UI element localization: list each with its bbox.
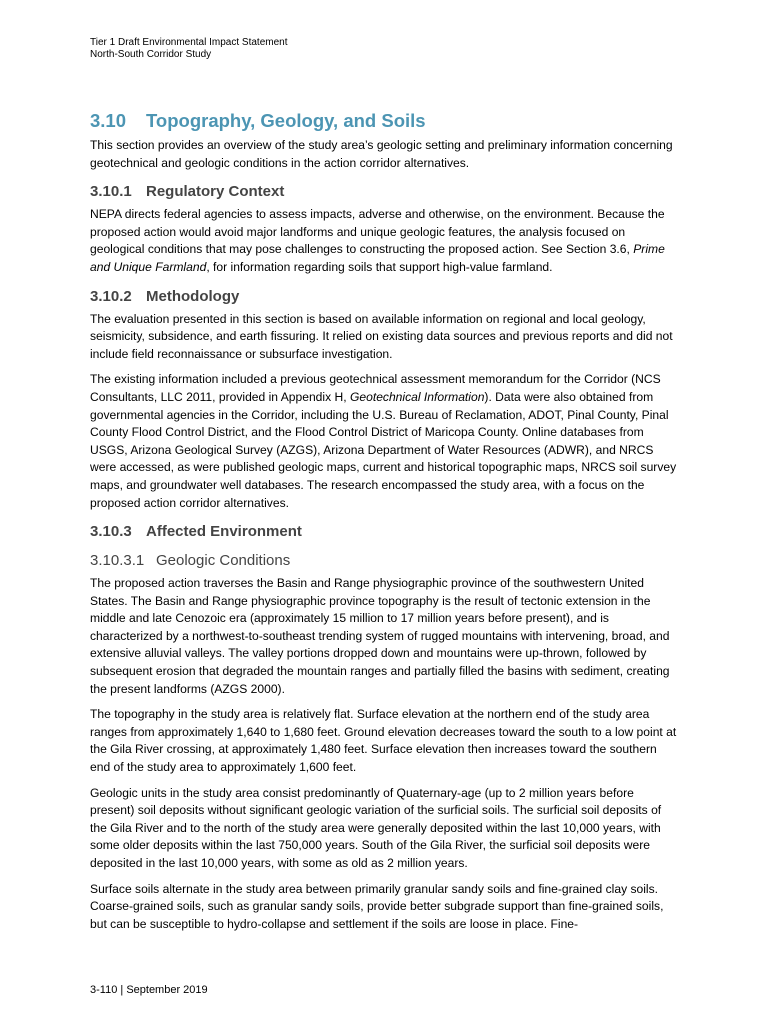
methodology-tail: ). Data were also obtained from governmental agencies in the Corridor, including the U.S. Bureau of Reclamation, ADOT, Pinal County, Pinal County Flood Control District, and the Flood Control District of Maricopa County. Online databases from USGS, Arizona Geological Survey (AZGS), Arizona Department of Water Resources (ADWR), and NRCS were accessed, as were published geologic maps, current and historical topographic maps, NRCS soil survey maps, and groundwater well databases. The research encompassed the study area, with a focus on the proposed action corridor alternatives.	[90, 389, 677, 510]
geologic-paragraph-1: The proposed action traverses the Basin and Range physiographic province of the southwestern United States. The Basin and Range physiographic province topography is the result of tectonic extension in the middle and late Cenozoic era (approximately 15 million to 17 million years before present), and is characterized by a northwest-to-southeast trending system of rugged mountains with intervening, broad, and extensive alluvial valleys. The valley portions dropped down and mountains were up-thrown, followed by subsequent erosion that degraded the mountain ranges and partially filled the basins with sediment, creating the present landforms (AZGS 2000).	[90, 576, 670, 696]
methodology-paragraph-1: The evaluation presented in this section is based on available information on regional and local geology, seismicity, subsidence, and earth fissuring. It relied on existing data sources and previous reports and did not include field reconnaissance or subsurface investigation.	[90, 311, 673, 361]
methodology-heading	[90, 288, 680, 306]
methodology-number: 3.10.2	[90, 287, 132, 305]
section-intro: This section provides an overview of the study area’s geologic setting and preliminary information concerning geotechnical and geologic conditions in the action corridor alternatives.	[90, 138, 673, 170]
running-header	[90, 37, 288, 61]
methodology-text: The existing information included a previous geotechnical assessment memorandum for the Corridor (NCS Consultants, LLC 2011, provided in Appendix H,	[90, 372, 661, 404]
geologic-paragraph-3: Geologic units in the study area consist predominantly of Quaternary-age (up to 2 million years before present) soil deposits without significant geologic variation of the surficial soils. The surficial soil deposits of the Gila River and to the north of the study area were generally deposited within the last 10,000 years, with some older deposits within the last 750,000 years. South of the Gila River, the surficial soil deposits were deposited in the last 10,000 years, with some as old as 2 million years.	[90, 785, 662, 870]
regulatory-number: 3.10.1	[90, 183, 132, 201]
regulatory-text: NEPA directs federal agencies to assess impacts, adverse and otherwise, on the environment. Because the proposed action would avoid major landforms and unique geologic features, the analysis focused on geological conditions that may pose challenges to constructing the proposed action. See Section 3.6,	[90, 207, 665, 257]
header-subtitle: North-South Corridor Study	[90, 49, 212, 60]
section-title: Topography, Geology, and Soils	[146, 110, 426, 131]
geologic-heading	[90, 552, 680, 570]
footer-separator: |	[120, 984, 124, 996]
section-number: 3.10	[90, 110, 127, 131]
header-title: Tier 1 Draft Environmental Impact Statement	[90, 37, 288, 48]
geologic-paragraph-4: Surface soils alternate in the study area between primarily granular sandy soils and fine-grained clay soils. Coarse-grained soils, such as granular sandy soils, provide better subgrade support than fine-grained soils, but can be susceptible to hydro-collapse and settlement if the soils are loose in place. Fine-	[90, 881, 664, 931]
regulatory-tail: , for information regarding soils that support high-value farmland.	[206, 259, 553, 274]
geotechnical-reference: Geotechnical Information	[349, 389, 485, 404]
farmland-reference: Prime and Unique Farmland	[90, 242, 665, 274]
page-footer	[90, 983, 208, 997]
geologic-number: 3.10.3.1	[90, 552, 145, 570]
affected-title: Affected Environment	[146, 523, 302, 541]
page-number: 3-110	[90, 984, 118, 996]
geologic-title: Geologic Conditions	[156, 552, 291, 570]
regulatory-heading	[90, 183, 680, 201]
regulatory-paragraph	[90, 206, 680, 276]
affected-number: 3.10.3	[90, 523, 132, 541]
methodology-paragraph-2	[90, 371, 680, 512]
methodology-title: Methodology	[146, 287, 240, 305]
geologic-paragraph-2: The topography in the study area is relatively flat. Surface elevation at the northern end of the study area ranges from approximately 1,640 to 1,680 feet. Ground elevation decreases toward the south to a low point at the Gila River crossing, at approximately 1,480 feet. Surface elevation then increases toward the southern end of the study area to approximately 1,600 feet.	[90, 707, 677, 775]
regulatory-title: Regulatory Context	[146, 183, 285, 201]
page-content	[90, 110, 680, 941]
section-heading	[90, 110, 680, 132]
affected-heading	[90, 523, 680, 541]
footer-date: September 2019	[126, 984, 208, 996]
